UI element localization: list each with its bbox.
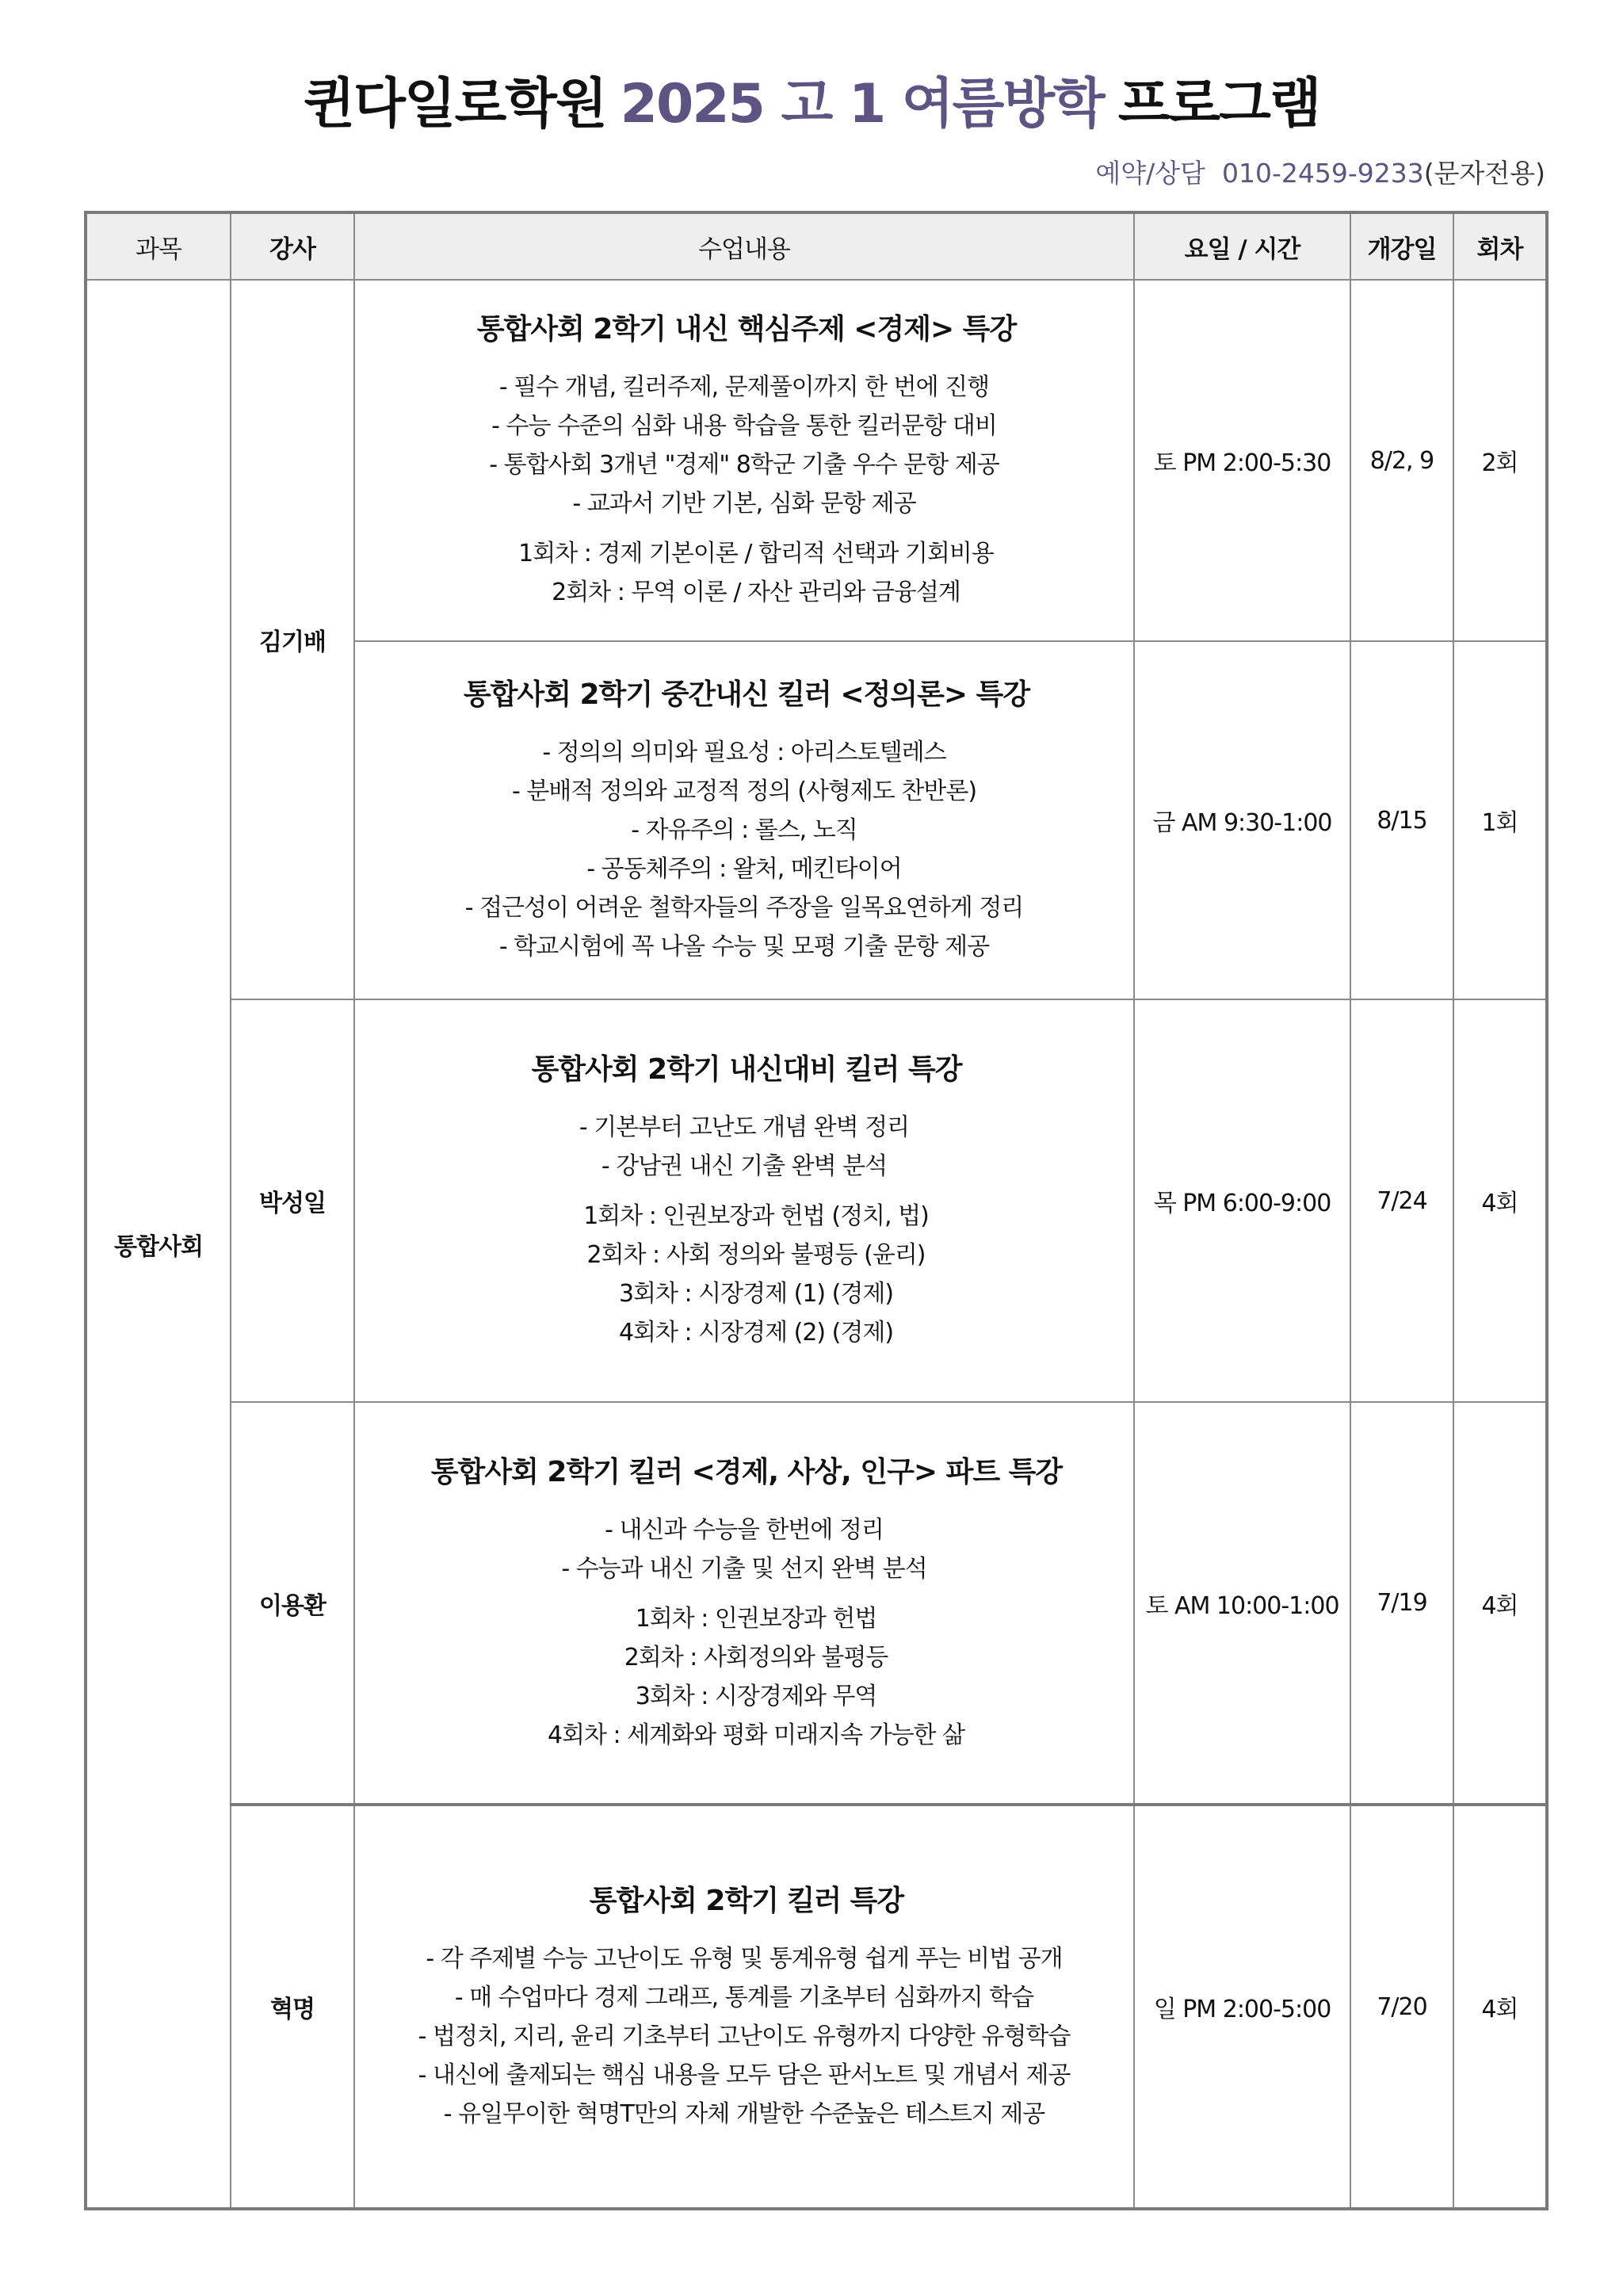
course-count: 1회: [1453, 641, 1547, 999]
course-title: 통합사회 2학기 중간내신 킬러 <정의론> 특강: [463, 678, 1030, 711]
course-time: 목 PM 6:00-9:00: [1134, 999, 1350, 1402]
course-point: - 공동체주의 : 왈처, 메킨타이어: [586, 855, 902, 883]
header-content: 수업내용: [354, 212, 1134, 280]
course-title: 통합사회 2학기 내신 핵심주제 <경제> 특강: [476, 313, 1017, 346]
course-title: 통합사회 2학기 킬러 <경제, 사상, 인구> 파트 특강: [430, 1455, 1063, 1488]
course-session: 4회차 : 시장경제 (2) (경제): [618, 1319, 894, 1347]
course-point: - 통합사회 3개년 "경제" 8학군 기출 우수 문항 제공: [489, 451, 999, 479]
teacher-cell: 혁명: [231, 1805, 354, 2209]
course-content: [354, 280, 1134, 641]
teacher-cell: 김기배: [231, 280, 354, 999]
subject-cell: 통합사회: [86, 280, 231, 2209]
course-time: 금 AM 9:30-1:00: [1134, 641, 1350, 999]
academy-name: 퀸다일로학원: [303, 73, 606, 136]
course-point: - 분배적 정의와 교정적 정의 (사형제도 찬반론): [511, 777, 977, 805]
course-session: 2회차 : 무역 이론 / 자산 관리와 금융설계: [552, 579, 960, 606]
schedule-table: [84, 211, 1549, 2210]
course-point: - 유일무이한 혁명T만의 자체 개발한 수준높은 테스트지 제공: [443, 2099, 1045, 2128]
course-session: 1회차 : 인권보장과 헌법 (정치, 법): [583, 1202, 929, 1230]
course-content: [354, 1402, 1134, 1805]
teacher-cell: 박성일: [231, 999, 354, 1402]
course-point: - 수능과 내신 기출 및 선지 완벽 분석: [561, 1554, 927, 1583]
header-teacher: 강사: [231, 212, 354, 280]
course-time: 토 PM 2:00-5:30: [1134, 280, 1350, 641]
course-start-date: 8/15: [1350, 641, 1453, 999]
program-period: 2025 고 1 여름방학: [620, 73, 1104, 136]
course-time: 일 PM 2:00-5:00: [1134, 1805, 1350, 2209]
course-point: - 접근성이 어려운 철학자들의 주장을 일목요연하게 정리: [464, 894, 1024, 922]
table-row: [86, 999, 1547, 1402]
table-row: [86, 280, 1547, 641]
course-point: - 학교시험에 꼭 나올 수능 및 모평 기출 문항 제공: [498, 933, 990, 961]
course-point: - 내신과 수능을 한번에 정리: [605, 1515, 884, 1544]
course-point: - 교과서 기반 기본, 심화 문항 제공: [572, 490, 916, 518]
contact-note: (문자전용): [1423, 158, 1545, 189]
course-points: [355, 1939, 1133, 2134]
course-point: - 기본부터 고난도 개념 완벽 정리: [579, 1114, 910, 1141]
course-points: [355, 1511, 1133, 1588]
course-points: [355, 733, 1133, 966]
program-word: 프로그램: [1117, 73, 1320, 136]
table-row: [86, 1805, 1547, 2209]
course-sessions: [379, 1197, 1133, 1352]
course-count: 4회: [1453, 999, 1547, 1402]
course-points: [355, 368, 1133, 523]
course-start-date: 7/19: [1350, 1402, 1453, 1805]
course-point: - 정의의 의미와 필요성 : 아리스토텔레스: [542, 739, 946, 766]
course-point: - 필수 개념, 킬러주제, 문제풀이까지 한 번에 진행: [498, 373, 990, 401]
course-session: 3회차 : 시장경제와 무역: [635, 1682, 877, 1710]
table-row: [86, 1402, 1547, 1805]
course-point: - 각 주제별 수능 고난이도 유형 및 통계유형 쉽게 푸는 비법 공개: [426, 1944, 1063, 1973]
contact-phone: 010-2459-9233: [1221, 158, 1424, 189]
course-start-date: 8/2, 9: [1350, 280, 1453, 641]
course-sessions: [379, 534, 1133, 612]
course-points: [355, 1108, 1133, 1186]
course-session: 1회차 : 인권보장과 헌법: [635, 1604, 877, 1633]
course-point: - 내신에 출제되는 핵심 내용을 모두 담은 판서노트 및 개념서 제공: [418, 2061, 1071, 2089]
contact-info: [1095, 155, 1545, 192]
course-time: 토 AM 10:00-1:00: [1134, 1402, 1350, 1805]
course-count: 2회: [1453, 280, 1547, 641]
course-session: 1회차 : 경제 기본이론 / 합리적 선택과 기회비용: [518, 540, 994, 567]
course-start-date: 7/20: [1350, 1805, 1453, 2209]
course-point: - 법정치, 지리, 윤리 기초부터 고난이도 유형까지 다양한 유형학습: [418, 2022, 1071, 2050]
course-session: 3회차 : 시장경제 (1) (경제): [618, 1280, 894, 1308]
page-title: [0, 73, 1623, 136]
course-point: - 자유주의 : 롤스, 노직: [631, 816, 857, 844]
teacher-cell: 이용환: [231, 1402, 354, 1805]
course-sessions: [379, 1599, 1133, 1755]
course-content: [354, 1805, 1134, 2209]
course-count: 4회: [1453, 1805, 1547, 2209]
course-title: 통합사회 2학기 킬러 특강: [589, 1884, 904, 1917]
contact-label: 예약/상담: [1095, 158, 1205, 189]
course-session: 2회차 : 사회 정의와 불평등 (윤리): [586, 1241, 926, 1269]
course-session: 4회차 : 세계화와 평화 미래지속 가능한 삶: [547, 1721, 965, 1749]
course-point: - 매 수업마다 경제 그래프, 통계를 기초부터 심화까지 학습: [454, 1983, 1034, 2011]
course-count: 4회: [1453, 1402, 1547, 1805]
header-time: 요일 / 시간: [1134, 212, 1350, 280]
course-point: - 수능 수준의 심화 내용 학습을 통한 킬러문항 대비: [491, 412, 997, 440]
course-start-date: 7/24: [1350, 999, 1453, 1402]
header-start-date: 개강일: [1350, 212, 1453, 280]
header-row: [86, 212, 1547, 280]
header-subject: 과목: [86, 212, 231, 280]
course-point: - 강남권 내신 기출 완벽 분석: [601, 1152, 888, 1180]
course-content: [354, 999, 1134, 1402]
course-title: 통합사회 2학기 내신대비 킬러 특강: [531, 1053, 962, 1086]
course-content: [354, 641, 1134, 999]
header-count: 회차: [1453, 212, 1547, 280]
course-session: 2회차 : 사회정의와 불평등: [624, 1643, 888, 1671]
